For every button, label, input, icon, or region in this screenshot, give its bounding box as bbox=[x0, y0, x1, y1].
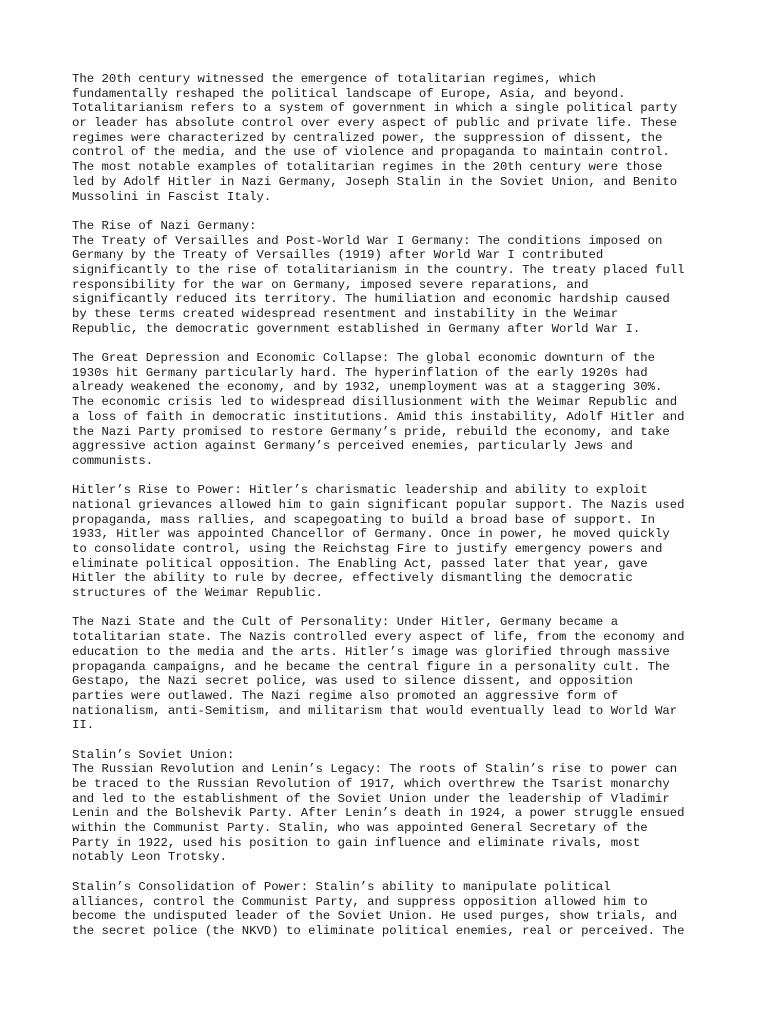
text-line: significantly to the rise of totalitarianism in the country. The treaty placed full bbox=[72, 262, 685, 277]
text-line: Totalitarianism refers to a system of government in which a single political party bbox=[72, 101, 678, 116]
text-line: Hitler the ability to rule by decree, effectively dismantling the democratic bbox=[72, 571, 633, 586]
text-line: Party in 1922, used his position to gain influence and eliminate rivals, most bbox=[72, 835, 641, 850]
text-line: led by Adolf Hitler in Nazi Germany, Joseph Stalin in the Soviet Union, and Benito bbox=[72, 174, 678, 189]
text-line: 1930s hit Germany particularly hard. The hyperinflation of the early 1920s had bbox=[72, 365, 648, 380]
paragraph-introduction bbox=[72, 72, 712, 204]
text-line: The Nazi State and the Cult of Personality: Under Hitler, Germany became a bbox=[72, 615, 619, 630]
text-line: The economic crisis led to widespread disillusionment with the Weimar Republic and bbox=[72, 395, 678, 410]
text-line: propaganda, mass rallies, and scapegoating to build a broad base of support. In bbox=[72, 512, 655, 527]
text-line: nationalism, anti-Semitism, and militarism that would eventually lead to World War bbox=[72, 703, 678, 718]
paragraph-nazi-state bbox=[72, 615, 712, 733]
text-line: aggressive action against Germany’s perceived enemies, particularly Jews and bbox=[72, 439, 633, 454]
text-line: parties were outlawed. The Nazi regime also promoted an aggressive form of bbox=[72, 688, 619, 703]
paragraph-hitler-rise bbox=[72, 483, 712, 601]
text-line: totalitarian state. The Nazis controlled every aspect of life, from the economy and bbox=[72, 630, 685, 645]
text-line: national grievances allowed him to gain significant popular support. The Nazis used bbox=[72, 497, 685, 512]
text-line: The 20th century witnessed the emergence of totalitarian regimes, which bbox=[72, 72, 596, 86]
text-line: the Nazi Party promised to restore Germany’s pride, rebuild the economy, and take bbox=[72, 424, 670, 439]
paragraph-great-depression bbox=[72, 351, 712, 469]
text-line: The Great Depression and Economic Collapse: The global economic downturn of the bbox=[72, 351, 655, 366]
text-line: Lenin and the Bolshevik Party. After Lenin’s death in 1924, a power struggle ensued bbox=[72, 806, 685, 821]
paragraph-stalin-consolidation bbox=[72, 880, 712, 939]
text-line: become the undisputed leader of the Soviet Union. He used purges, show trials, and bbox=[72, 909, 678, 924]
text-line: by these terms created widespread resentment and instability in the Weimar bbox=[72, 307, 619, 321]
text-line: Germany by the Treaty of Versailles (1919) after World War I contributed bbox=[72, 248, 604, 263]
text-line: Mussolini in Fascist Italy. bbox=[72, 189, 272, 204]
text-line: regimes were characterized by centralized power, the suppression of dissent, the bbox=[72, 130, 663, 145]
document-page bbox=[72, 72, 712, 953]
text-line: II. bbox=[72, 718, 95, 733]
text-line: eliminate political opposition. The Enabling Act, passed later that year, gave bbox=[72, 556, 648, 571]
section-heading-nazi-germany: The Rise of Nazi Germany: bbox=[72, 218, 257, 233]
text-line: alliances, control the Communist Party, and suppress opposition allowed him to bbox=[72, 894, 648, 909]
text-line: structures of the Weimar Republic. bbox=[72, 586, 323, 601]
text-line: responsibility for the war on Germany, imposed severe reparations, and bbox=[72, 277, 589, 292]
text-line: The Treaty of Versailles and Post-World War I Germany: The conditions imposed on bbox=[72, 233, 663, 248]
text-line: The Russian Revolution and Lenin’s Legacy: The roots of Stalin’s rise to power can bbox=[72, 762, 678, 777]
text-line: notably Leon Trotsky. bbox=[72, 850, 227, 865]
text-line: significantly reduced its territory. The humiliation and economic hardship caused bbox=[72, 292, 670, 307]
text-line: education to the media and the arts. Hitler’s image was glorified through massive bbox=[72, 644, 670, 659]
text-line: Republic, the democratic government established in Germany after World War I. bbox=[72, 321, 641, 336]
text-line: a loss of faith in democratic institutions. Amid this instability, Adolf Hitler and bbox=[72, 409, 685, 424]
text-line: propaganda campaigns, and he became the central figure in a personality cult. The bbox=[72, 659, 670, 674]
text-line: control of the media, and the use of violence and propaganda to maintain control. bbox=[72, 145, 670, 160]
text-line: 1933, Hitler was appointed Chancellor of Germany. Once in power, he moved quickly bbox=[72, 527, 670, 542]
text-line: The most notable examples of totalitarian regimes in the 20th century were those bbox=[72, 160, 663, 175]
text-line: already weakened the economy, and by 1932, unemployment was at a staggering 30%. bbox=[72, 380, 663, 395]
text-line: fundamentally reshaped the political landscape of Europe, Asia, and beyond. bbox=[72, 86, 626, 101]
text-line: the secret police (the NKVD) to eliminate political enemies, real or perceived. The bbox=[72, 923, 685, 938]
text-line: Gestapo, the Nazi secret police, was used to silence dissent, and opposition bbox=[72, 674, 633, 689]
text-line: and led to the establishment of the Soviet Union under the leadership of Vladimir bbox=[72, 791, 670, 806]
paragraph-russian-revolution bbox=[72, 748, 712, 866]
text-line: Hitler’s Rise to Power: Hitler’s charismatic leadership and ability to exploit bbox=[72, 483, 648, 498]
text-line: to consolidate control, using the Reichstag Fire to justify emergency powers and bbox=[72, 542, 663, 556]
text-line: be traced to the Russian Revolution of 1917, which overthrew the Tsarist monarchy bbox=[72, 777, 670, 791]
section-heading-soviet-union: Stalin’s Soviet Union: bbox=[72, 747, 235, 762]
text-line: communists. bbox=[72, 453, 154, 468]
text-line: Stalin’s Consolidation of Power: Stalin’s ability to manipulate political bbox=[72, 879, 611, 894]
paragraph-treaty-of-versailles bbox=[72, 219, 712, 337]
text-line: within the Communist Party. Stalin, who was appointed General Secretary of the bbox=[72, 821, 648, 836]
text-line: or leader has absolute control over every aspect of public and private life. These bbox=[72, 116, 678, 131]
